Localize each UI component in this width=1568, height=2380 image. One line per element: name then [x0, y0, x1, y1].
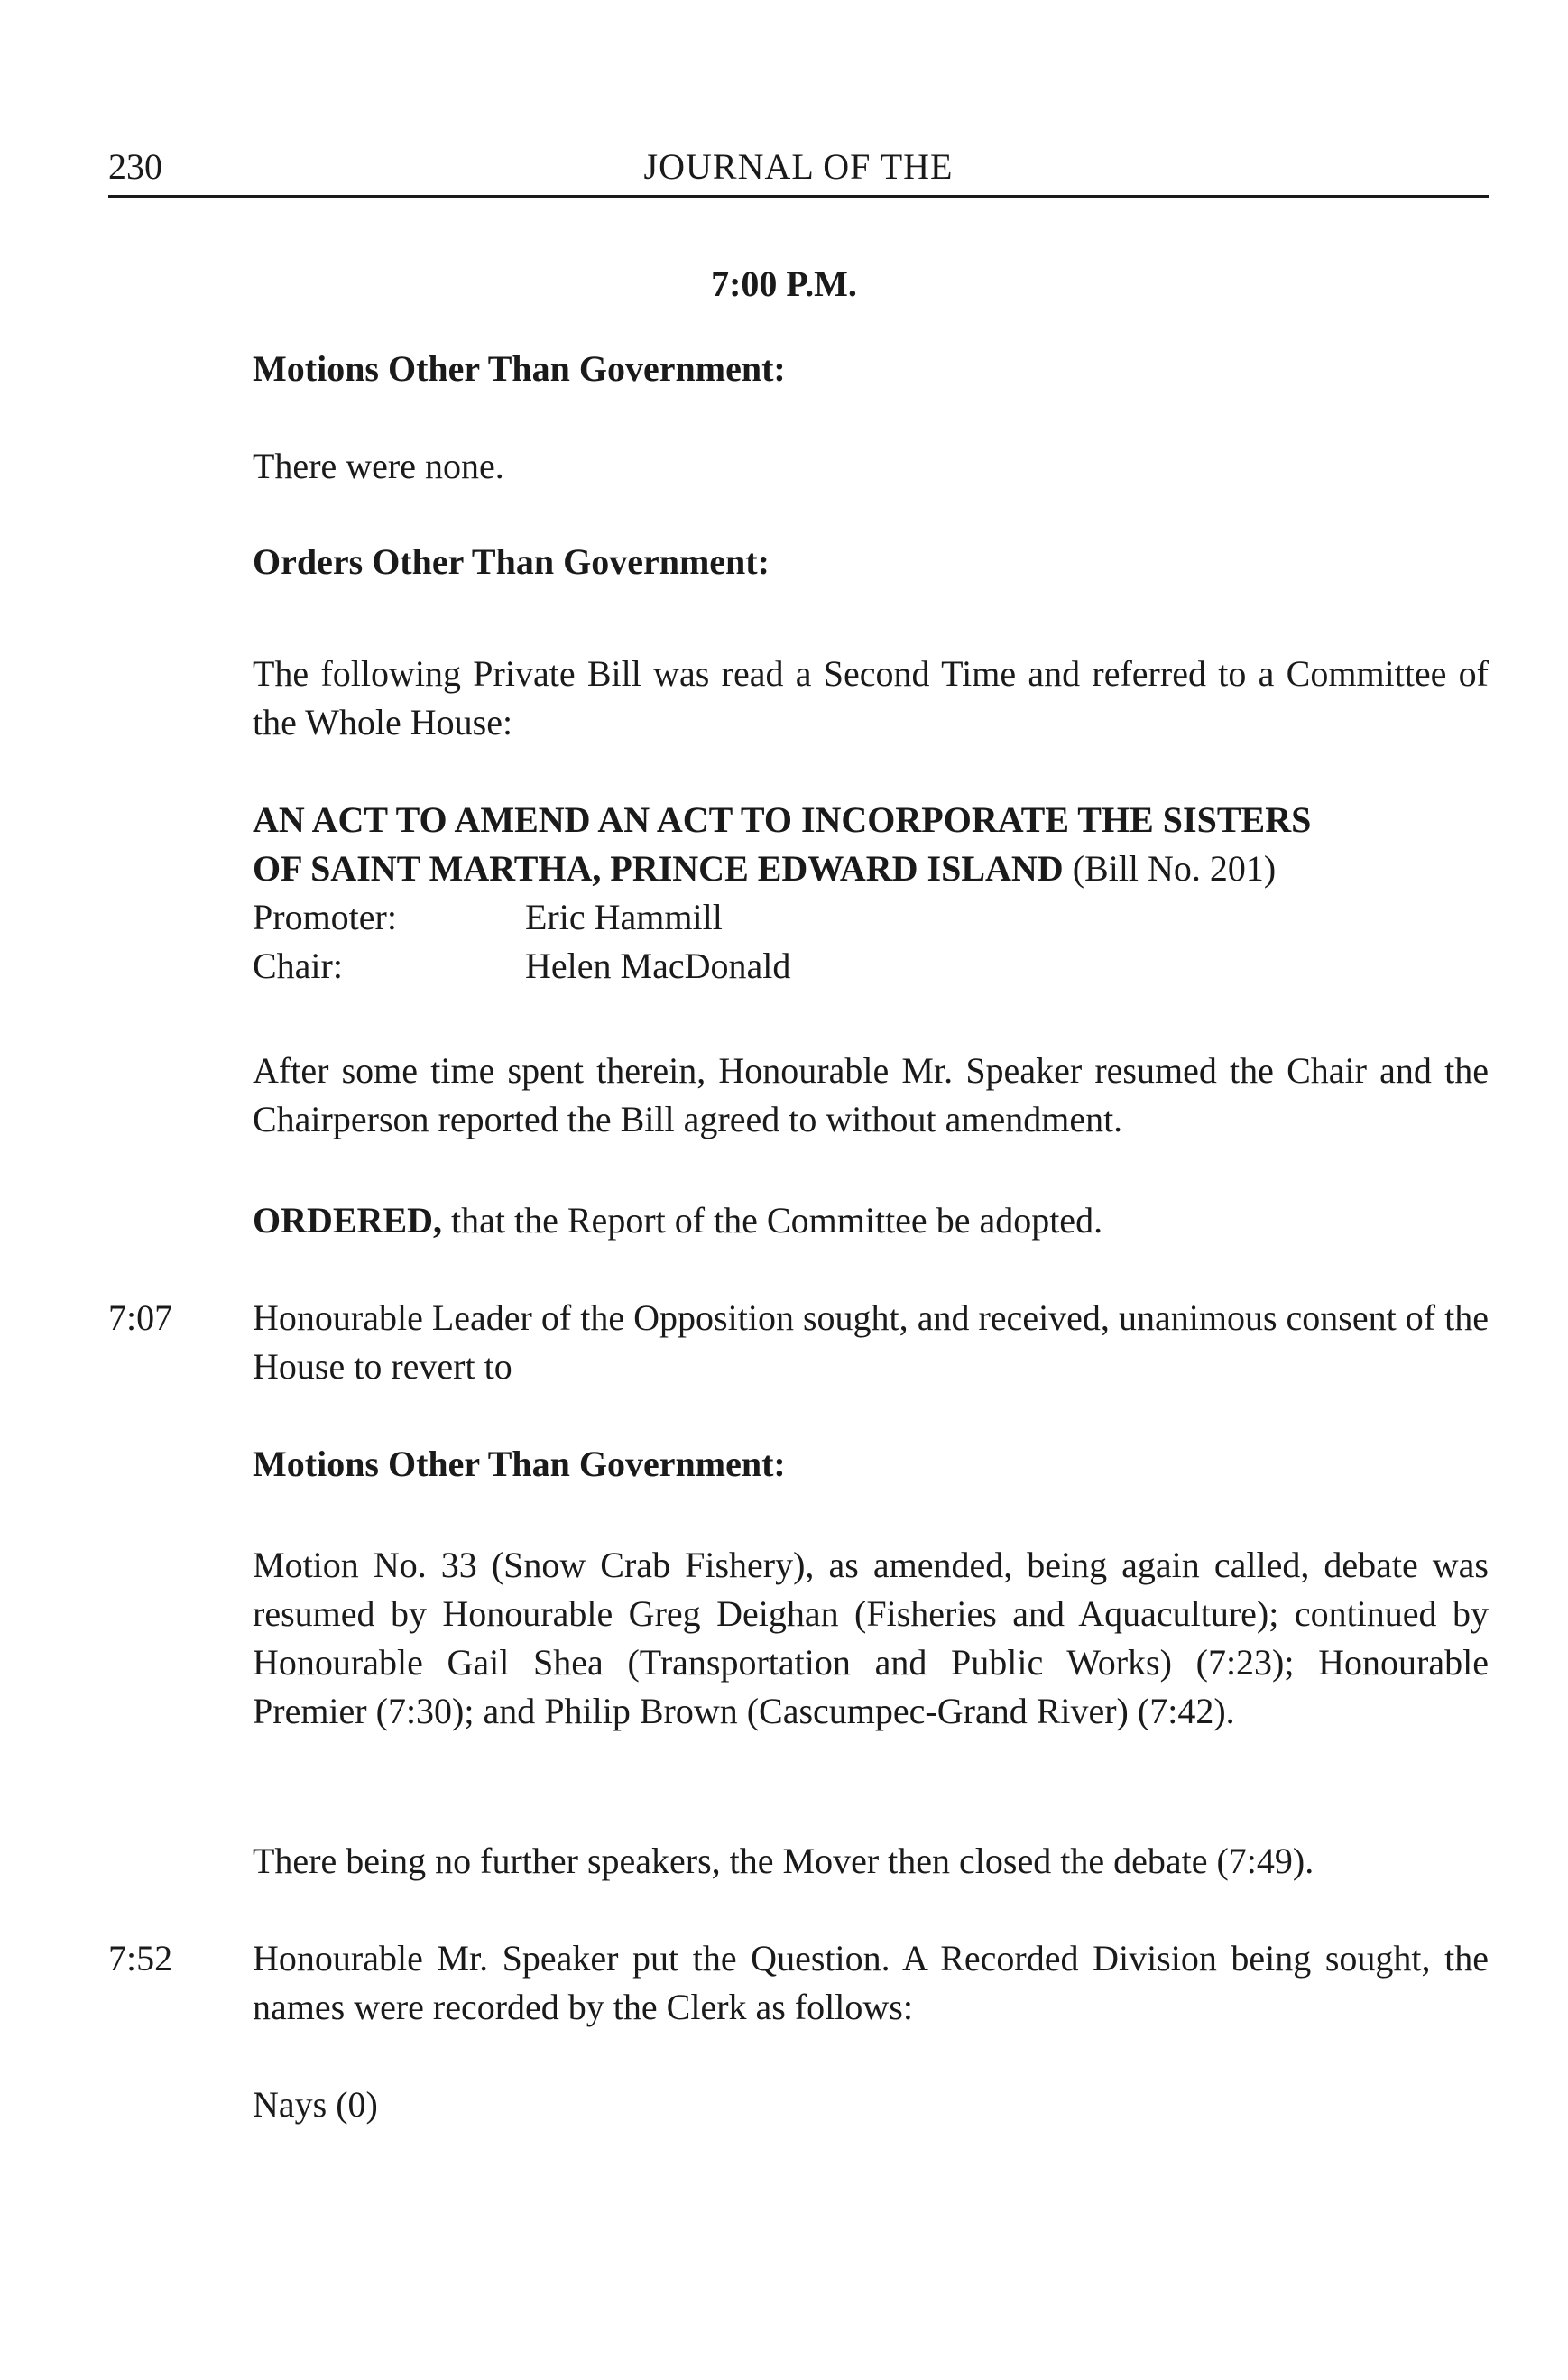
entry-707-paragraph: Honourable Leader of the Opposition sought, and received, unanimous consent of the House to revert to [253, 1297, 1489, 1387]
chair-row [253, 942, 1489, 991]
motion-33-paragraph: Motion No. 33 (Snow Crab Fishery), as amended, being again called, debate was resumed by Honourable Greg Deighan (Fisheries and Aquaculture); continued by Honourable Gail Shea (Transportation and Public Works) (7:23); Honourable Premier (7:30); and Philip Brown (Cascumpec-Grand River) (7:42). [253, 1545, 1489, 1731]
bill-title-line-2-text: OF SAINT MARTHA, PRINCE EDWARD ISLAND [253, 848, 1064, 889]
running-title: JOURNAL OF THE [643, 146, 954, 187]
promoter-row [253, 893, 1489, 942]
bill-title-line-2 [253, 844, 1489, 893]
motions-heading-2: Motions Other Than Government: [253, 1444, 786, 1484]
margin-time-707: 7:07 [108, 1297, 173, 1338]
promoter-name: Eric Hammill [525, 897, 723, 937]
ordered-text: that the Report of the Committee be adopted. [451, 1200, 1103, 1241]
header-rule [108, 195, 1489, 198]
motions-none-text: There were none. [253, 446, 504, 486]
page-number: 230 [108, 146, 162, 187]
orders-heading: Orders Other Than Government: [253, 541, 770, 582]
bill-title [253, 796, 1489, 893]
bill-block [253, 796, 1489, 991]
bill-title-line-1: AN ACT TO AMEND AN ACT TO INCORPORATE THE SISTERS [253, 799, 1312, 840]
ordered-word: ORDERED, [253, 1200, 443, 1241]
margin-time-752: 7:52 [108, 1938, 173, 1979]
closing-paragraph: There being no further speakers, the Mover then closed the debate (7:49). [253, 1840, 1314, 1881]
chair-label: Chair: [253, 946, 343, 986]
promoter-label: Promoter: [253, 897, 397, 937]
chair-name: Helen MacDonald [525, 946, 791, 986]
bill-number: (Bill No. 201) [1072, 848, 1277, 889]
time-heading: 7:00 P.M. [711, 263, 857, 304]
orders-intro-paragraph: The following Private Bill was read a Second Time and referred to a Committee of the Whole House: [253, 653, 1489, 743]
committee-report-paragraph: After some time spent therein, Honourable Mr. Speaker resumed the Chair and the Chairperson reported the Bill agreed to without amendment. [253, 1050, 1489, 1139]
page-header [108, 144, 1489, 198]
entry-752-paragraph: Honourable Mr. Speaker put the Question. A Recorded Division being sought, the names were recorded by the Clerk as follows: [253, 1938, 1489, 2027]
nays-line: Nays (0) [253, 2084, 378, 2125]
motions-heading: Motions Other Than Government: [253, 348, 786, 389]
ordered-paragraph [253, 1196, 1489, 1245]
